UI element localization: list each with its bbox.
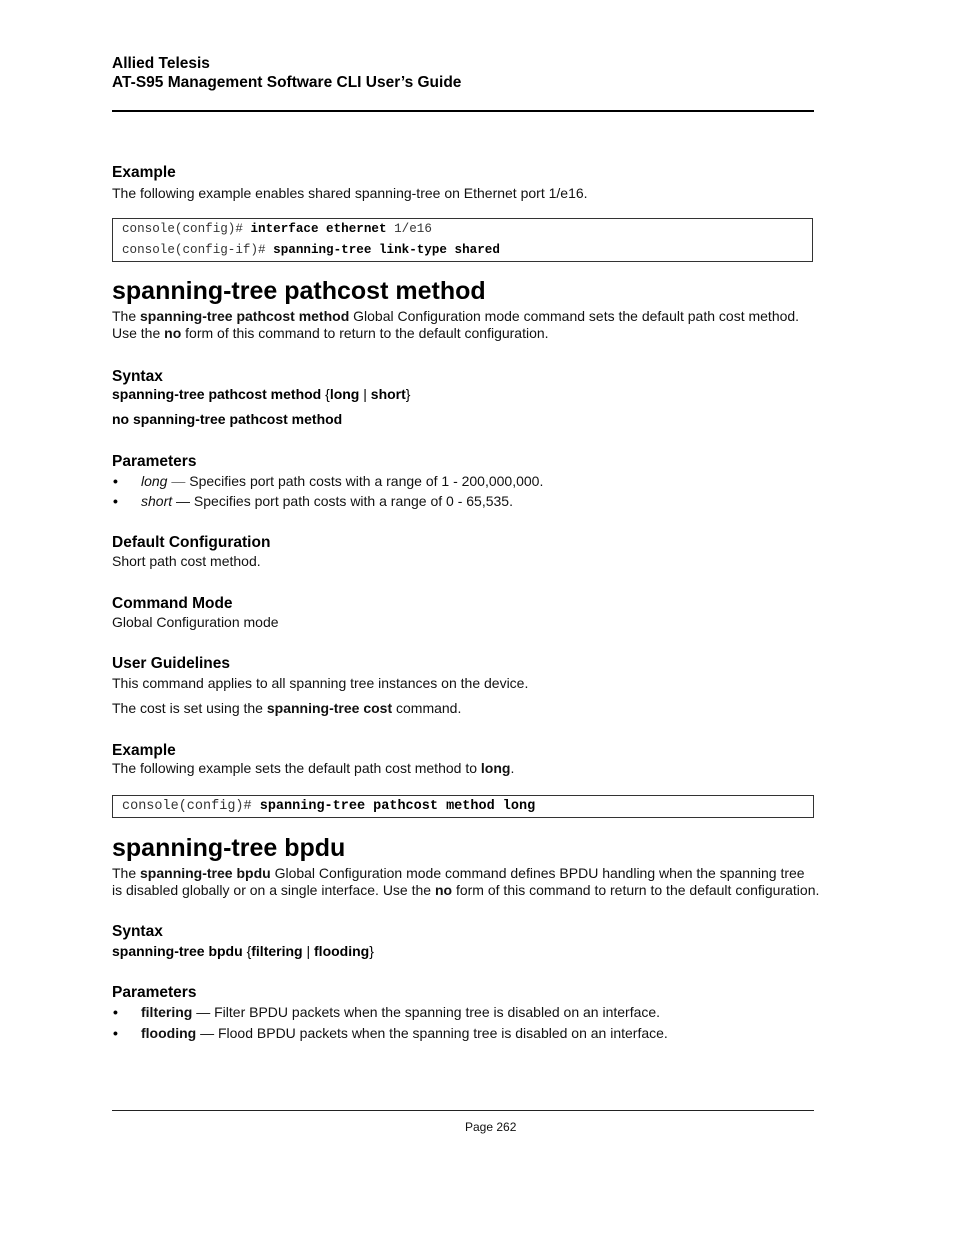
parameters-heading: Parameters — [112, 453, 197, 470]
syntax-line — [112, 386, 410, 403]
parameter-item — [112, 1002, 668, 1023]
text-segment: . — [510, 760, 515, 776]
parameters-list — [112, 471, 543, 511]
parameter-item — [112, 1023, 668, 1044]
parameter-dash: — — [176, 493, 191, 509]
parameter-dash: — — [200, 1025, 215, 1041]
text-segment: The — [112, 308, 137, 324]
text-segment: Use the — [112, 325, 161, 341]
bullet-icon: • — [113, 473, 118, 489]
command-name: spanning-tree pathcost method — [140, 308, 350, 324]
example-text: The following example enables shared spanning-tree on Ethernet port 1/e16. — [112, 185, 588, 201]
parameter-description: Filter BPDU packets when the spanning tree is disabled on an interface. — [214, 1004, 661, 1020]
code-line — [122, 240, 812, 261]
bullet-icon: • — [113, 1025, 118, 1041]
example-value: long — [480, 760, 511, 776]
description-line — [112, 308, 799, 325]
description-line — [112, 325, 799, 342]
parameters-list — [112, 1002, 668, 1044]
syntax-command: spanning-tree bpdu — [112, 943, 243, 959]
text-segment: form of this command to return to the default configuration. — [185, 325, 549, 341]
syntax-no-command: no spanning-tree pathcost method — [112, 411, 343, 427]
bullet-icon: • — [113, 1004, 118, 1020]
header-rule — [112, 110, 814, 112]
code-prompt: console(config-if)# — [122, 243, 266, 257]
text-segment: command. — [396, 700, 462, 716]
header-guide-title: AT-S95 Management Software CLI User’s Guide — [112, 74, 462, 91]
parameter-term: filtering — [141, 1004, 193, 1020]
command-mode-text: Global Configuration mode — [112, 614, 279, 630]
text-segment: Global Configuration mode command defines BPDU handling when the spanning tree — [274, 865, 805, 881]
syntax-no-form — [112, 411, 342, 428]
text-segment: is disabled globally or on a single interface. Use the — [112, 882, 432, 898]
syntax-option: flooding — [314, 943, 370, 959]
syntax-close-brace: } — [405, 386, 411, 402]
syntax-open-brace: { — [246, 943, 252, 959]
syntax-heading: Syntax — [112, 368, 163, 385]
section-title-bpdu: spanning-tree bpdu — [112, 834, 346, 862]
footer-rule — [112, 1110, 814, 1111]
section-title-pathcost: spanning-tree pathcost method — [112, 277, 486, 305]
parameter-dash: — — [171, 473, 186, 489]
default-configuration-heading: Default Configuration — [112, 534, 271, 551]
example-heading: Example — [112, 742, 176, 759]
parameter-term: flooding — [141, 1025, 197, 1041]
parameter-term: short — [141, 493, 173, 509]
bpdu-description — [112, 865, 819, 899]
text-segment: The following example sets the default path cost method to — [112, 760, 477, 776]
header-company: Allied Telesis — [112, 55, 210, 72]
description-line — [112, 865, 819, 882]
syntax-option: long — [329, 386, 360, 402]
parameter-description: Specifies port path costs with a range of 0 - 65,535. — [193, 493, 513, 509]
code-command: spanning-tree link-type shared — [273, 243, 500, 257]
code-command: interface ethernet — [250, 222, 387, 236]
pathcost-description — [112, 308, 799, 342]
text-segment: The — [112, 865, 137, 881]
text-segment: The cost is set using the — [112, 700, 263, 716]
parameter-dash: — — [196, 1004, 211, 1020]
parameter-item — [112, 491, 543, 511]
syntax-close-brace: } — [369, 943, 374, 959]
command-name: spanning-tree bpdu — [140, 865, 271, 881]
parameter-description: Specifies port path costs with a range of 1 - 200,000,000. — [189, 473, 544, 489]
code-argument: 1/e16 — [394, 222, 432, 236]
default-configuration-text: Short path cost method. — [112, 553, 261, 569]
code-prompt: console(config)# — [122, 222, 243, 236]
page-number: Page 262 — [465, 1120, 517, 1134]
code-prompt: console(config)# — [122, 799, 252, 814]
parameter-description: Flood BPDU packets when the spanning tree is disabled on an interface. — [217, 1025, 668, 1041]
code-line — [122, 796, 813, 817]
user-guidelines-text: This command applies to all spanning tree instances on the device. — [112, 675, 529, 691]
code-block — [112, 218, 813, 262]
syntax-option: filtering — [251, 943, 303, 959]
text-segment: form of this command to return to the default configuration. — [455, 882, 820, 898]
user-guidelines-heading: User Guidelines — [112, 655, 231, 672]
no-keyword: no — [434, 882, 453, 898]
syntax-heading: Syntax — [112, 923, 163, 940]
syntax-option: short — [370, 386, 406, 402]
no-keyword: no — [164, 325, 182, 341]
example-text — [112, 760, 514, 777]
parameters-heading: Parameters — [112, 984, 197, 1001]
syntax-open-brace: { — [325, 386, 330, 402]
syntax-line — [112, 943, 374, 960]
command-name: spanning-tree cost — [266, 700, 393, 716]
code-block — [112, 795, 814, 818]
syntax-separator: | — [306, 943, 311, 959]
parameter-item — [112, 471, 543, 491]
description-line — [112, 882, 819, 899]
text-segment: Global Configuration mode command sets the default path cost method. — [353, 308, 800, 324]
code-line — [122, 219, 812, 240]
syntax-command: spanning-tree pathcost method — [112, 386, 322, 402]
example-heading: Example — [112, 164, 176, 181]
bullet-icon: • — [113, 493, 118, 509]
code-command: spanning-tree pathcost method long — [259, 799, 536, 814]
parameter-term: long — [141, 473, 168, 489]
command-mode-heading: Command Mode — [112, 595, 233, 612]
user-guidelines-text — [112, 700, 461, 717]
syntax-separator: | — [363, 386, 367, 402]
